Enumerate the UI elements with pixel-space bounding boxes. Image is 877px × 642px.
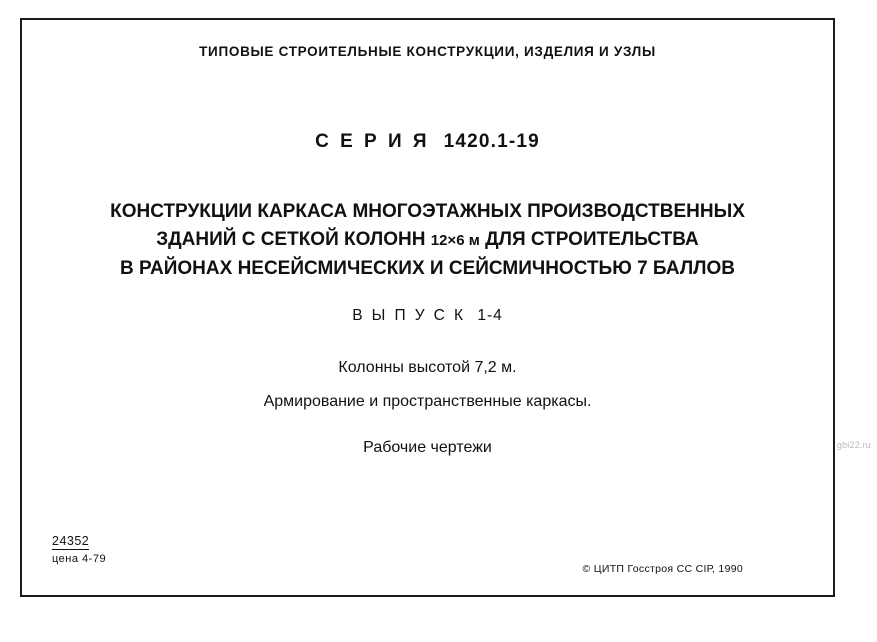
subtitle-line-1: Колонны высотой 7,2 м. — [338, 359, 517, 376]
title-page-content — [20, 18, 835, 597]
issue-number: 1-4 — [477, 307, 503, 324]
title-line-2 — [20, 226, 835, 255]
title-line-2-part-a: ЗДАНИЙ С СЕТКОЙ КОЛОНН — [156, 229, 426, 250]
title-line-3: В РАЙОНАХ НЕСЕЙСМИЧЕСКИХ И СЕЙСМИЧНОСТЬЮ 7 БАЛЛОВ — [120, 258, 735, 279]
document-title — [20, 198, 835, 283]
document-code-block — [52, 532, 106, 565]
series-number: 1420.1-19 — [443, 131, 540, 152]
issue-label: В Ы П У С К — [352, 307, 466, 324]
subtitle-line-3: Рабочие чертежи — [363, 439, 492, 456]
issue-line — [20, 307, 835, 325]
title-line-2-grid: 12×6 м — [430, 232, 480, 249]
title-line-2-part-c: ДЛЯ СТРОИТЕЛЬСТВА — [485, 229, 699, 250]
series-label: С Е Р И Я — [315, 131, 430, 152]
copyright-notice: © ЦИТП Госстроя СС СIР, 1990 — [582, 563, 743, 575]
subtitle-line-2: Армирование и пространственные каркасы. — [263, 393, 592, 410]
watermark: gbi22.ru — [836, 440, 871, 450]
document-header: ТИПОВЫЕ СТРОИТЕЛЬНЫЕ КОНСТРУКЦИИ, ИЗДЕЛИЯ И УЗЛЫ — [199, 44, 656, 59]
subtitle-block — [20, 351, 835, 465]
document-code: 24352 — [52, 534, 90, 548]
document-price: цена 4-79 — [52, 553, 107, 565]
title-line-1: КОНСТРУКЦИИ КАРКАСА МНОГОЭТАЖНЫХ ПРОИЗВОДСТВЕННЫХ — [110, 201, 745, 222]
series-line — [20, 131, 835, 153]
